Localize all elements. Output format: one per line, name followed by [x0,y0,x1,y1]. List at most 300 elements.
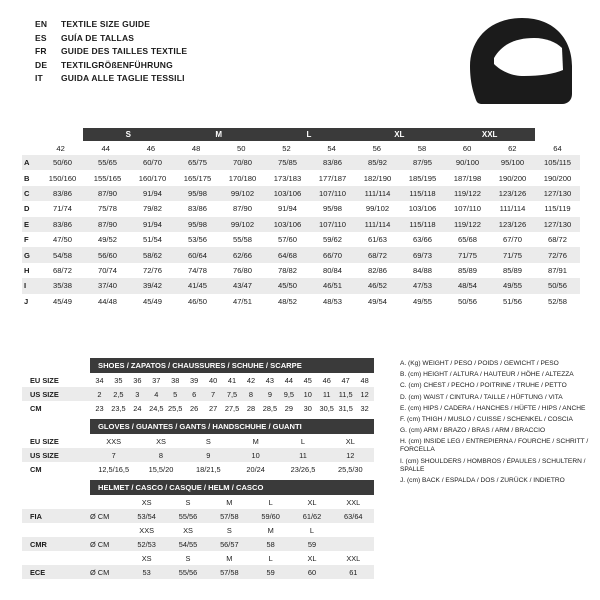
cell: 11 [322,389,331,399]
header-title: GUÍA DE TALLAS [61,32,135,43]
cell: 26 [190,403,199,413]
cell: 8 [158,450,164,460]
cell: 9,5 [283,389,294,399]
header-title: GUIDA ALLE TAGLIE TESSILI [61,73,185,83]
cell: 103/106 [273,219,302,229]
cell: 47/53 [412,281,432,291]
cell: 150/160 [48,173,77,183]
table-row [22,278,580,293]
cell: 74/78 [187,265,207,275]
cell: 56/57 [220,539,239,549]
cell: 190/200 [543,173,572,183]
cell: 3 [135,389,140,399]
cell: 39/42 [142,281,162,291]
cell: 50/60 [52,158,72,168]
cell: 72/76 [547,250,567,260]
cell: 60/64 [187,250,207,260]
row-letter: F [24,235,29,245]
cell: 119/122 [454,219,481,229]
cell: 30,5 [319,403,334,413]
cell: 12 [346,450,355,460]
gloves-row-us [22,448,374,462]
legend-item: J. (cm) BACK / ESPALDA / DOS / ZURÜCK / INDIETRO [400,476,565,484]
cell: 59 [307,539,317,549]
row-label: EU SIZE [30,375,59,385]
cell: 111/114 [364,188,391,198]
size-number: 62 [508,143,517,153]
row-letter: D [24,204,30,214]
cell: 65/75 [187,158,207,168]
helmet-icon [462,14,582,109]
header-lang: EN [35,19,48,29]
size-header: M [226,497,233,507]
cell: 83/86 [322,158,342,168]
legend-item: E. (cm) HIPS / CADERA / HANCHES / HÜFTE / HIPS / ANCHE [400,404,586,412]
helmet-fia-row [22,509,374,523]
cell: M [252,436,259,446]
cell: 28 [246,403,256,413]
header-title: GUIDE DES TAILLES TEXTILE [61,46,188,56]
size-number: 44 [101,143,110,153]
cell: 60 [307,567,317,577]
cell: 25,5 [168,403,183,413]
cell: 64/68 [277,250,297,260]
cell: 47 [341,375,350,385]
cell: 35/38 [52,281,72,291]
cell: 2,5 [113,389,124,399]
cell: 61/63 [367,235,387,245]
cell: 49/52 [97,235,117,245]
size-number: 58 [417,143,427,153]
cell: 32 [360,403,369,413]
row-unit: Ø CM [90,539,110,549]
cell: 173/183 [273,173,302,183]
cell: 115/118 [409,219,436,229]
cell: 111/114 [364,219,391,229]
row-letter: G [24,250,30,260]
cell: 76/80 [232,265,252,275]
cell: 95/98 [187,219,207,229]
cell: 79/82 [142,204,162,214]
size-number: 56 [372,143,382,153]
cell: 85/89 [502,265,522,275]
cell: 54/58 [52,250,72,260]
cell: 45/49 [52,296,72,306]
cell: 27 [208,403,218,413]
cell: 39 [190,375,199,385]
size-band-l: L [264,128,354,141]
size-header: XXL [346,497,361,507]
cell: 48/54 [457,281,477,291]
cell: 51/54 [142,235,162,245]
cell: 182/190 [363,173,392,183]
cell: 111/114 [499,204,526,214]
cell: 41 [227,375,237,385]
helmet-cmr-headers [22,523,374,537]
cell: 47/50 [52,235,72,245]
cell: XXS [106,436,122,446]
cell: 68/72 [547,235,567,245]
legend-item: C. (cm) CHEST / PECHO / POITRINE / TRUHE / PETTO [400,382,567,390]
cell: 115/118 [409,188,436,198]
cell: 177/187 [318,173,347,183]
size-header: L [268,553,273,563]
size-number: 52 [282,143,291,153]
cell: 54/55 [178,539,198,549]
main-size-table [22,128,580,309]
header-title: TEXTILE SIZE GUIDE [61,19,151,29]
cell: 45 [303,375,312,385]
cell: 6 [192,389,197,399]
cell: 47/51 [232,296,252,306]
cell: 44 [284,375,293,385]
header-lang: ES [35,32,47,43]
header-lang: IT [35,73,43,83]
cell: 155/165 [93,173,122,183]
cell: 87/90 [97,219,117,229]
cell: 29 [284,403,293,413]
header-row [35,32,435,46]
cell: 8 [248,389,254,399]
cell: 30 [303,403,312,413]
cell: 18/21,5 [195,464,221,474]
cell: 5 [173,389,178,399]
cell: 61/62 [302,511,322,521]
cell: 70/74 [97,265,117,275]
cell: 107/110 [319,219,346,229]
cell: 9 [206,450,211,460]
cell: 69/73 [412,250,432,260]
cell: 12 [360,389,369,399]
cell: 66/70 [322,250,342,260]
row-letter: E [24,219,30,229]
cell: 105/115 [544,158,571,168]
header-row [35,45,435,59]
cell: 60/70 [142,158,162,168]
size-band-xl: XL [354,128,444,141]
cell: 46/52 [367,281,387,291]
cell: 95/98 [187,188,207,198]
row-unit: Ø CM [90,511,110,521]
size-header: XS [141,497,152,507]
lower-tables [22,358,374,579]
cell: 123/126 [498,188,527,198]
table-row [22,247,580,262]
cell: 40 [208,375,218,385]
row-letter: C [24,188,30,198]
cell: 42 [246,375,256,385]
cell: 103/106 [273,188,302,198]
header [35,18,435,86]
row-label: US SIZE [30,389,59,399]
cell: 90/100 [455,158,480,168]
cell: 85/92 [367,158,387,168]
cell: 49/55 [502,281,522,291]
header-title: TEXTILGRÖßENFÜHRUNG [61,59,173,70]
cell: 45/49 [142,296,162,306]
cell: 62/66 [232,250,252,260]
row-label: ECE [30,567,46,577]
cell: 37/40 [97,281,117,291]
cell: 37 [152,375,161,385]
cell: 52/58 [547,296,567,306]
cell: 185/195 [408,173,437,183]
cell: 57/58 [220,567,239,577]
cell: 83/86 [187,204,207,214]
cell: 34 [95,375,104,385]
size-band-s: S [83,128,173,141]
cell: 11,5 [338,389,353,399]
shoes-title: SHOES / ZAPATOS / CHAUSSURES / SCHUHE / SCARPE [90,358,374,373]
cell: 10 [251,450,260,460]
cell: 160/170 [138,173,167,183]
cell: 43 [265,375,275,385]
shoes-row-us [22,387,374,401]
cell: 52/53 [137,539,156,549]
cell: 43/47 [232,281,252,291]
header-row [35,72,435,86]
cell: 55/65 [97,158,117,168]
legend-item: D. (cm) WAIST / CINTURA / TAILLE / HÜFTUNG / VITA [400,393,563,401]
cell: 53/56 [187,235,207,245]
cell: 65/68 [457,235,477,245]
cell: 187/198 [453,173,482,183]
cell: 11 [299,450,307,460]
cell: 48 [360,375,369,385]
cell: 83/86 [52,188,72,198]
cell: 23,5 [111,403,126,413]
cell: 83/86 [52,219,72,229]
cell: 50/56 [457,296,477,306]
size-number: 48 [191,143,201,153]
cell: 59 [266,567,275,577]
cell: 25,5/30 [337,464,363,474]
size-number: 54 [327,143,336,153]
cell: 91/94 [142,188,162,198]
row-label: CMR [30,539,47,549]
cell: 50/56 [547,281,567,291]
cell: 57/58 [220,511,239,521]
cell: 56/60 [97,250,117,260]
header-lang: DE [35,59,48,70]
size-header: L [268,497,273,507]
cell: 127/130 [543,188,572,198]
legend-item: B. (cm) HEIGHT / ALTURA / HAUTEUR / HÖHE / ALTEZZA [400,371,574,379]
row-label: FIA [30,511,42,521]
table-row [22,232,580,247]
size-header: S [185,553,191,563]
cell: 115/119 [544,204,571,214]
legend-item: A. (Kg) WEIGHT / PESO / POIDS / GEWICHT / PESO [400,360,559,367]
size-header: S [226,525,232,535]
table-row [22,294,580,309]
cell: 75/85 [277,158,297,168]
cell: 119/122 [454,188,481,198]
helmet-ece-headers [22,551,374,565]
cell: 61 [349,567,358,577]
size-header: XL [307,497,317,507]
cell: 127/130 [543,219,572,229]
cell: 87/91 [547,265,567,275]
cell: 46 [322,375,331,385]
row-letter: I [24,281,27,291]
cell: 107/110 [454,204,481,214]
cell: 68/72 [367,250,387,260]
helmet-cmr-row [22,537,374,551]
row-label: EU SIZE [30,436,59,446]
cell: 44/48 [97,296,117,306]
cell: 99/102 [230,219,255,229]
legend-item: G. (cm) ARM / BRAZO / BRAS / ARM / BRACCIO [400,427,546,435]
table-row [22,217,580,232]
cell: 71/75 [502,250,522,260]
row-letter: J [24,296,29,306]
cell: 99/102 [230,188,255,198]
cell: 80/84 [322,265,342,275]
cell: 9 [267,389,272,399]
header-row [35,18,435,32]
cell: 15,5/20 [148,464,174,474]
row-label: CM [30,403,42,413]
size-band-m: M [174,128,264,141]
cell: 123/126 [498,219,527,229]
cell: 7,5 [226,389,238,399]
header-lang: FR [35,46,47,56]
size-header: XXL [346,553,361,563]
cell: 10 [303,389,312,399]
legend-item: F. (cm) THIGH / MUSLO / CUISSE / SCHENKEL / COSCIA [400,415,573,423]
table-row [22,155,580,170]
cell: 41/45 [187,281,207,291]
size-number: 42 [56,143,65,153]
cell: 91/94 [277,204,297,214]
cell: 72/76 [142,265,162,275]
row-letter: H [24,265,30,275]
cell: 78/82 [277,265,297,275]
cell: 27,5 [224,403,240,413]
cell: 71/74 [52,204,72,214]
shoes-row-eu [22,373,374,387]
cell: 55/58 [232,235,252,245]
cell: 28,5 [262,403,278,413]
cell: 107/110 [319,188,346,198]
legend-item: H. (cm) INSIDE LEG / ENTREPIERNA / FOURCHE / SCHRITT / FORCELLA [400,438,589,454]
cell: 84/88 [412,265,432,275]
size-header: M [226,553,233,563]
size-header: S [185,497,191,507]
cell: 190/200 [498,173,527,183]
cell: 12,5/16,5 [98,464,130,474]
measurement-legend [400,360,590,488]
cell: 170/180 [228,173,257,183]
header-row [35,59,435,73]
cell: 91/94 [142,219,162,229]
size-header: XS [183,525,193,535]
cell: 23/26,5 [290,464,316,474]
cell: 36 [133,375,142,385]
cell: 49/55 [412,296,432,306]
size-number: 60 [462,143,472,153]
cell: 7 [111,450,116,460]
row-label: CM [30,464,42,474]
cell: 4 [154,389,159,399]
gloves-row-eu [22,434,374,448]
cell: 63/64 [344,511,363,521]
cell: 46/50 [187,296,207,306]
cell: XL [345,436,355,446]
size-header: L [309,525,315,535]
cell: 85/89 [457,265,477,275]
cell: 49/54 [367,296,387,306]
cell: 55/56 [178,567,198,577]
table-row [22,170,580,185]
cell: 46/51 [322,281,342,291]
size-band-xxl: XXL [444,128,534,141]
cell: 63/66 [412,235,432,245]
cell: 31,5 [338,403,353,413]
cell: 71/75 [457,250,477,260]
cell: 53/54 [137,511,156,521]
cell: XS [156,436,166,446]
size-numbers-row [22,141,580,155]
helmet-ece-row [22,565,374,579]
cell: 24 [133,403,142,413]
cell: 68/72 [52,265,72,275]
cell: 58/62 [142,250,162,260]
cell: 57/60 [277,235,297,245]
cell: 87/95 [412,158,432,168]
cell: 82/86 [367,265,387,275]
cell: 165/175 [183,173,212,183]
size-number: 50 [237,143,246,153]
cell: 87/90 [232,204,252,214]
gloves-row-cm [22,462,374,476]
cell: 48/52 [277,296,297,306]
cell: 51/56 [502,296,522,306]
cell: 99/102 [365,204,390,214]
cell: 70/80 [232,158,252,168]
cell: 23 [95,403,104,413]
cell: 103/106 [408,204,437,214]
cell: 7 [211,389,216,399]
helmet-fia-headers [22,495,374,509]
size-header: M [267,525,274,535]
row-letter: A [24,158,30,168]
cell: 45/50 [277,281,297,291]
size-header: XXS [139,525,155,535]
cell: 95/98 [322,204,342,214]
cell: 20/24 [246,464,265,474]
size-number: 64 [553,143,562,153]
cell: 67/70 [502,235,522,245]
cell: 38 [171,375,180,385]
size-header: XS [141,553,152,563]
cell: 58 [266,539,275,549]
cell: 2 [97,389,102,399]
helmet-title: HELMET / CASCO / CASQUE / HELM / CASCO [90,480,374,495]
size-number: 46 [146,143,156,153]
cell: 24,5 [149,403,164,413]
cell: 95/100 [500,158,525,168]
cell: 55/56 [178,511,198,521]
row-label: US SIZE [30,450,59,460]
cell: 59/62 [322,235,342,245]
cell: 53 [142,567,151,577]
shoes-row-cm [22,401,374,415]
legend-item: I. (cm) SHOULDERS / HOMBROS / ÉPAULES / SCHULTERN / SPALLE [400,457,586,473]
table-row [22,186,580,201]
cell: 75/78 [97,204,117,214]
